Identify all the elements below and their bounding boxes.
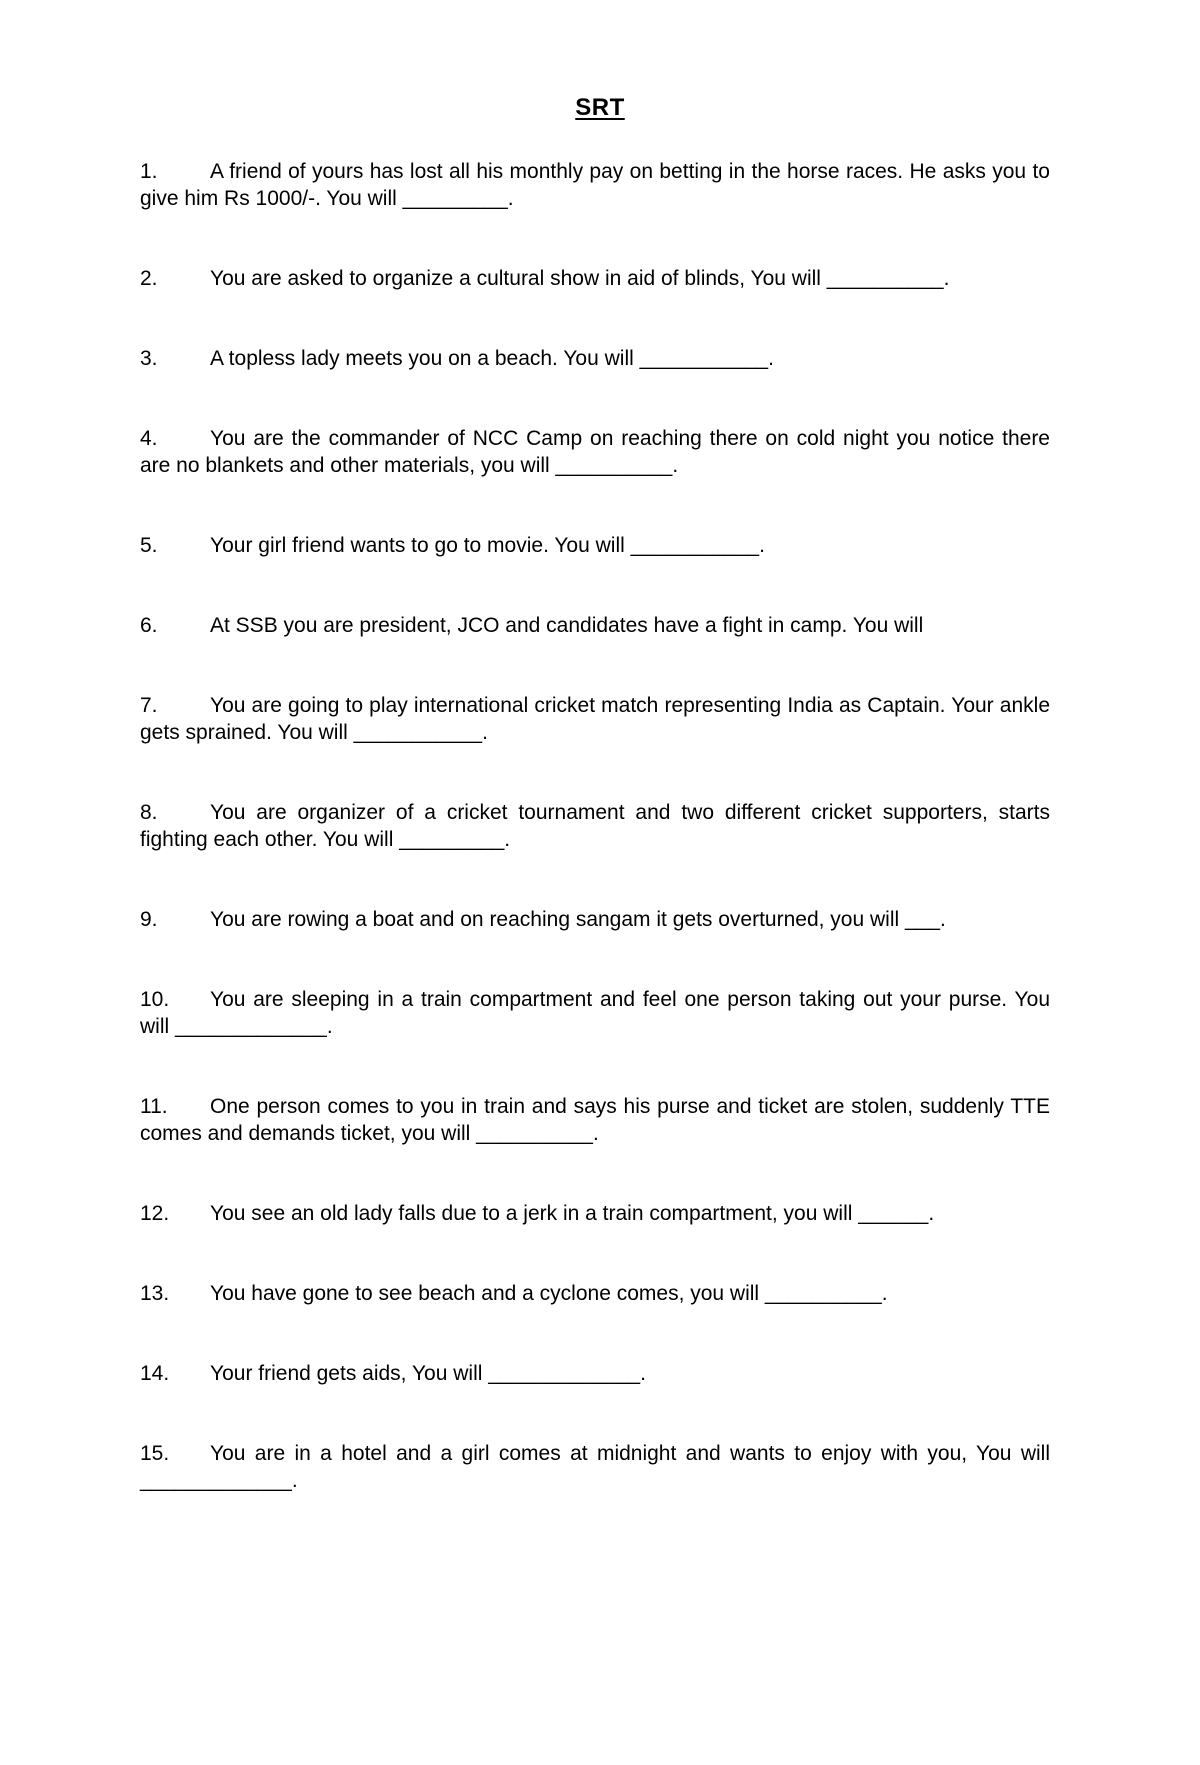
question-text: A topless lady meets you on a beach. You will ___________. xyxy=(210,347,774,370)
question-item-15 xyxy=(140,1440,1050,1494)
question-number: 10. xyxy=(140,988,170,1011)
question-number: 4. xyxy=(140,427,158,450)
question-item-12 xyxy=(140,1200,1050,1227)
question-item-5 xyxy=(140,532,1050,559)
question-text: You are rowing a boat and on reaching sangam it gets overturned, you will ___. xyxy=(210,908,946,931)
question-number: 1. xyxy=(140,160,158,183)
question-item-8 xyxy=(140,799,1050,853)
question-item-14 xyxy=(140,1360,1050,1387)
question-item-6 xyxy=(140,612,1050,639)
question-text: You see an old lady falls due to a jerk in a train compartment, you will ______. xyxy=(210,1202,935,1225)
question-item-4 xyxy=(140,425,1050,479)
question-number: 9. xyxy=(140,908,158,931)
question-text: You are in a hotel and a girl comes at midnight and wants to enjoy with you, You will _____________. xyxy=(140,1442,1050,1492)
question-item-9 xyxy=(140,906,1050,933)
question-number: 7. xyxy=(140,694,158,717)
question-number: 13. xyxy=(140,1282,170,1305)
question-item-7 xyxy=(140,692,1050,746)
question-text: You are going to play international cricket match representing India as Captain. Your ankle gets sprained. You will ___________. xyxy=(140,694,1050,744)
document-title: SRT xyxy=(575,94,625,121)
question-text: You are the commander of NCC Camp on reaching there on cold night you notice there are no blankets and other materials, you will __________. xyxy=(140,427,1050,477)
question-text: You are asked to organize a cultural show in aid of blinds, You will __________. xyxy=(210,267,950,290)
question-number: 6. xyxy=(140,614,158,637)
question-item-1 xyxy=(140,158,1050,212)
question-text: You are organizer of a cricket tournament and two different cricket supporters, starts fighting each other. You will _________. xyxy=(140,801,1050,851)
question-number: 15. xyxy=(140,1442,170,1465)
question-number: 2. xyxy=(140,267,158,290)
question-text: You are sleeping in a train compartment and feel one person taking out your purse. You will _____________. xyxy=(140,988,1050,1038)
question-item-10 xyxy=(140,986,1050,1040)
question-text: At SSB you are president, JCO and candidates have a fight in camp. You will xyxy=(210,614,924,637)
question-number: 11. xyxy=(140,1095,168,1118)
question-number: 12. xyxy=(140,1202,170,1225)
question-text: Your girl friend wants to go to movie. You will ___________. xyxy=(210,534,765,557)
question-item-3 xyxy=(140,345,1050,372)
question-text: One person comes to you in train and says his purse and ticket are stolen, suddenly TTE comes and demands ticket, you will __________. xyxy=(140,1095,1050,1145)
question-number: 14. xyxy=(140,1362,170,1385)
question-text: A friend of yours has lost all his monthly pay on betting in the horse races. He asks you to give him Rs 1000/-. You will _________. xyxy=(140,160,1050,210)
question-text: You have gone to see beach and a cyclone comes, you will __________. xyxy=(210,1282,888,1305)
question-number: 8. xyxy=(140,801,158,824)
question-text: Your friend gets aids, You will _____________. xyxy=(210,1362,646,1385)
question-number: 5. xyxy=(140,534,158,557)
question-item-11 xyxy=(140,1093,1050,1147)
question-number: 3. xyxy=(140,347,158,370)
question-list xyxy=(140,158,1050,1547)
question-item-2 xyxy=(140,265,1050,292)
question-item-13 xyxy=(140,1280,1050,1307)
